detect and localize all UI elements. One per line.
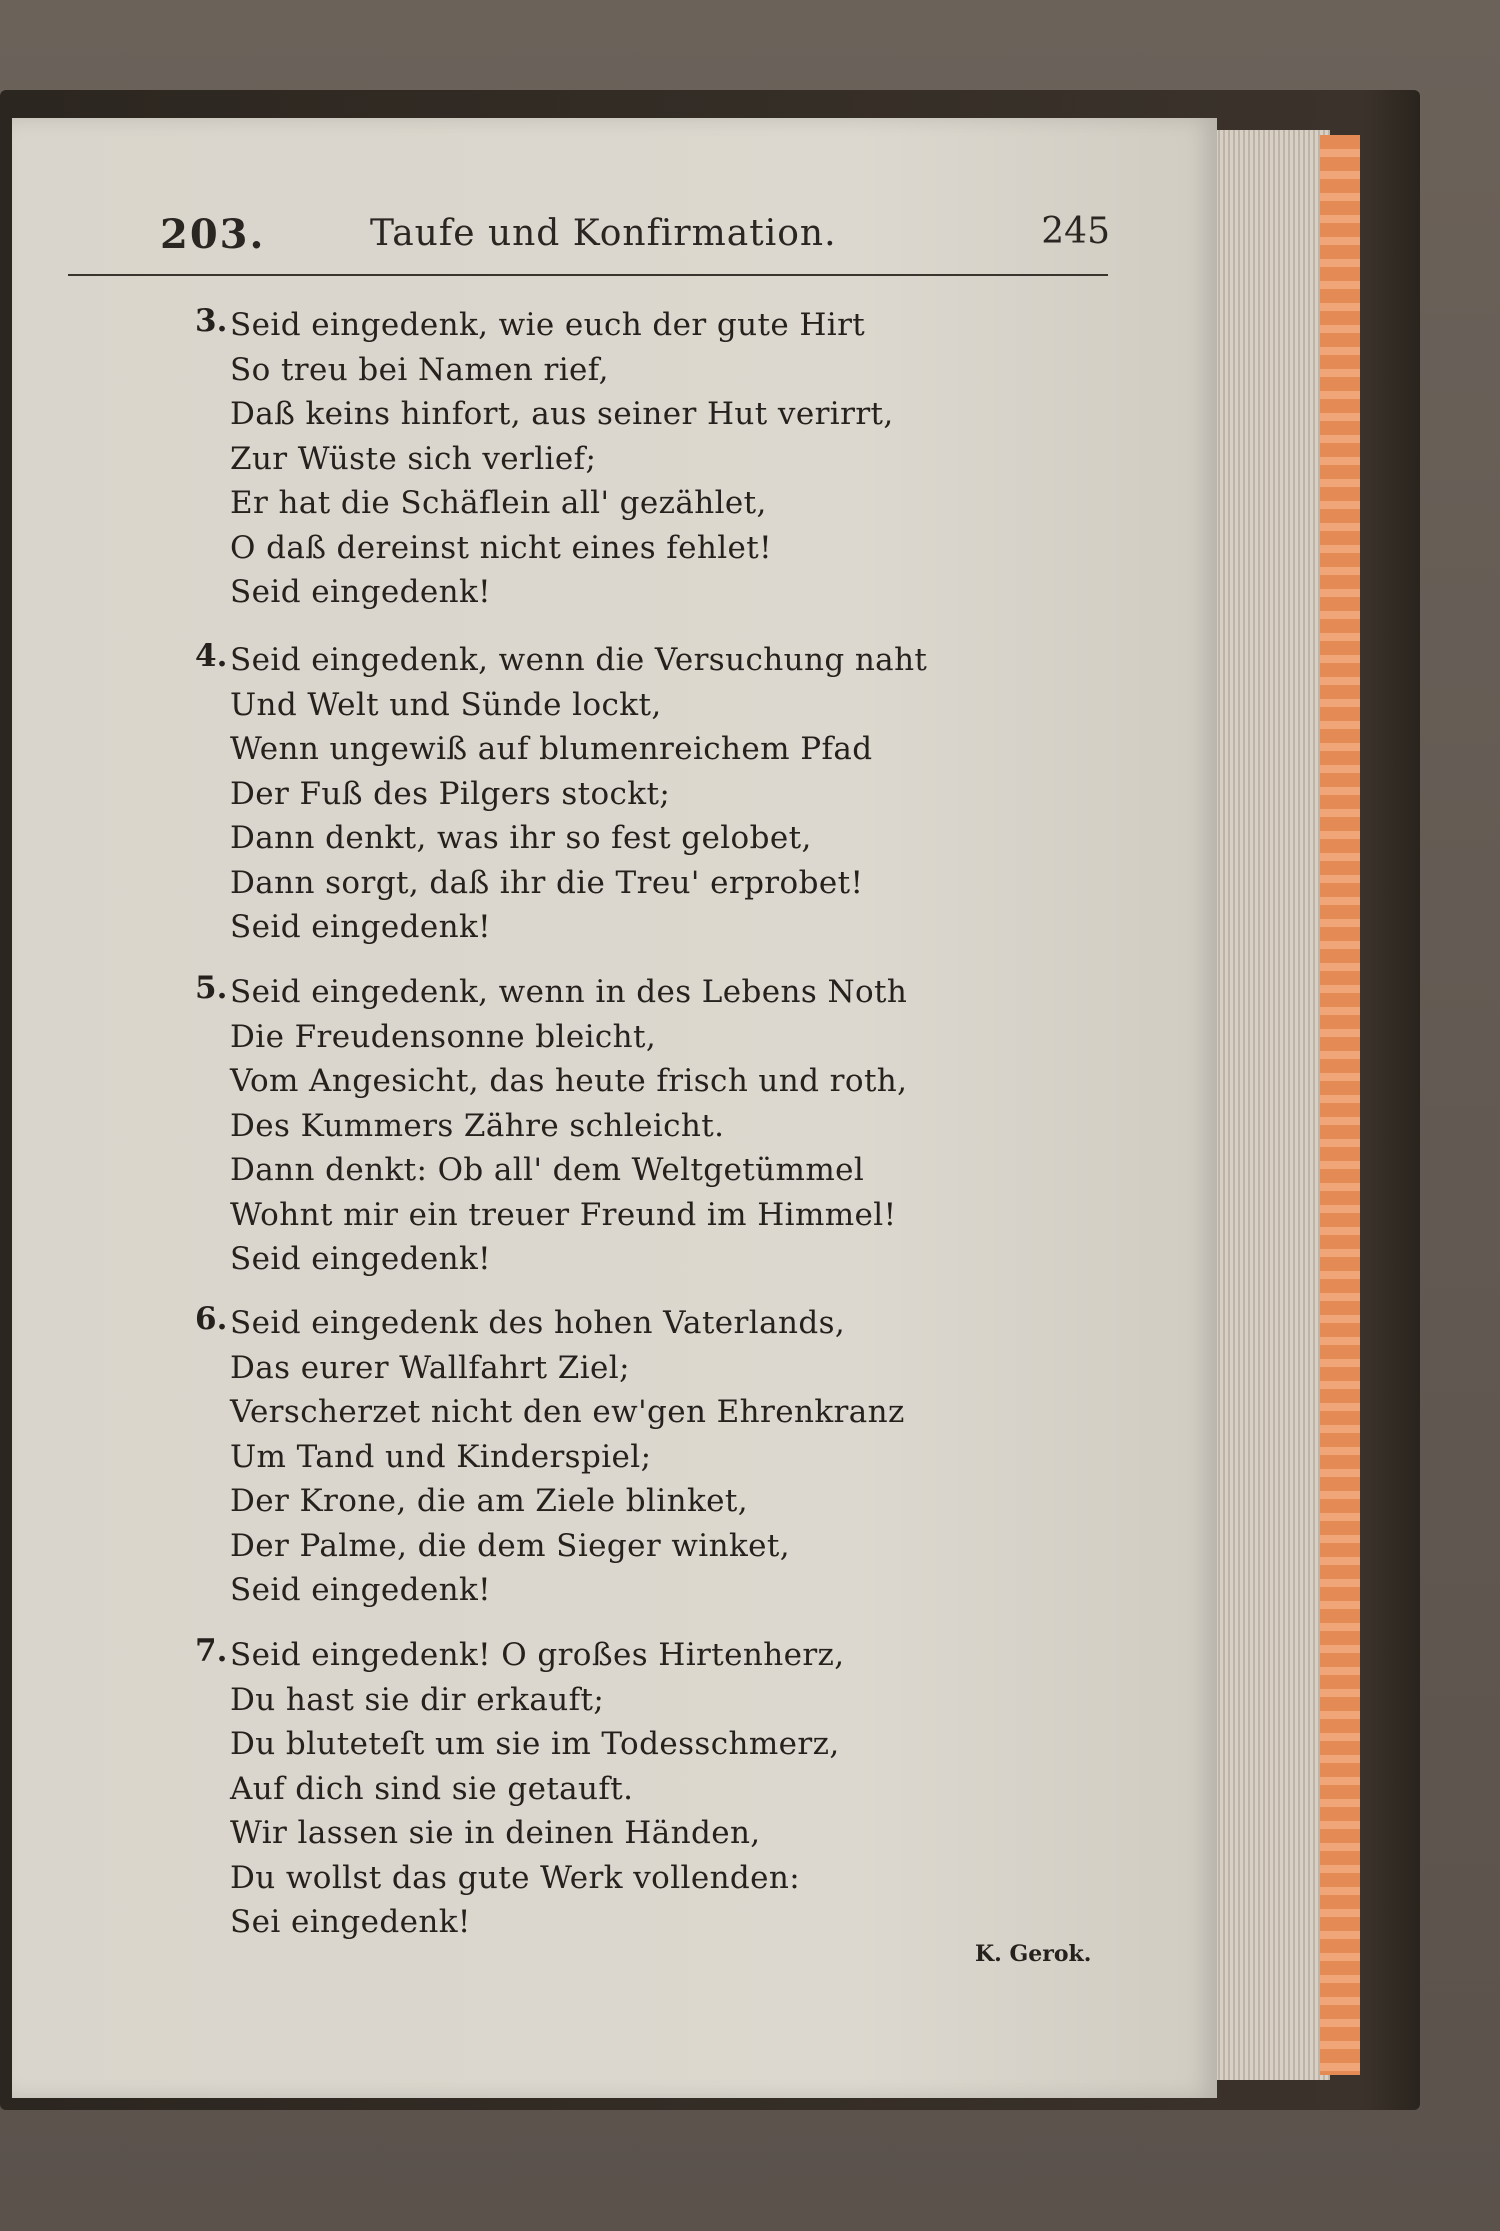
- stanza-line: Seid eingedenk!: [230, 1241, 492, 1277]
- stanza-line: Seid eingedenk des hohen Vaterlands,: [230, 1305, 846, 1341]
- stanza-line: Zur Wüste sich verlief;: [230, 440, 597, 477]
- stanza-5: [195, 970, 990, 1282]
- stanza-line: Du hast sie dir erkauft;: [230, 1681, 605, 1718]
- stanza-line: Der Krone, die am Ziele blinket,: [230, 1483, 749, 1519]
- stanza-line: So treu bei Namen rief,: [230, 351, 609, 388]
- stanza-line: Verscherzet nicht den ew'gen Ehrenkranz: [230, 1394, 905, 1430]
- stanza-line: Und Welt und Sünde lockt,: [230, 686, 662, 723]
- stanza-line: Um Tand und Kinderspiel;: [230, 1438, 652, 1475]
- author-attribution: K. Gerok.: [975, 1941, 1092, 1967]
- stanza-line: Seid eingedenk!: [230, 574, 492, 610]
- stanza-line: Sei eingedenk!: [230, 1904, 471, 1940]
- marbled-edge: [1320, 135, 1360, 2075]
- stanza-line: Dann sorgt, daß ihr die Treu' erprobet!: [230, 864, 864, 901]
- hymn-number: 203.: [160, 211, 266, 258]
- stanza-number: 6.: [195, 1301, 228, 1337]
- stanza-line: Seid eingedenk!: [230, 909, 492, 945]
- stanza-4: [195, 638, 990, 950]
- page-number: 245: [1041, 211, 1110, 252]
- stanza-line: Des Kummers Zähre schleicht.: [230, 1107, 725, 1144]
- stanza-line: Dann denkt: Ob all' dem Weltgetümmel: [230, 1152, 865, 1188]
- stanza-line: Seid eingedenk! O großes Hirtenherz,: [230, 1637, 845, 1673]
- stanza-line: Wohnt mir ein treuer Freund im Himmel!: [230, 1196, 897, 1233]
- stanza-number: 4.: [195, 638, 228, 674]
- stanza-line: Wenn ungewiß auf blumenreichem Pfad: [230, 731, 873, 767]
- stanza-7: [195, 1633, 990, 1945]
- stanza-3: [195, 303, 990, 615]
- stanza-line: Seid eingedenk!: [230, 1572, 492, 1608]
- stanza-line: Seid eingedenk, wie euch der gute Hirt: [230, 307, 866, 343]
- running-title: Taufe und Konfirmation.: [370, 213, 837, 254]
- stanza-number: 3.: [195, 303, 228, 339]
- stanza-line: Vom Angesicht, das heute frisch und roth,: [230, 1063, 908, 1099]
- stanza-line: Der Palme, die dem Sieger winket,: [230, 1527, 790, 1564]
- stanza-line: Er hat die Schäflein all' gezählet,: [230, 485, 767, 521]
- header-rule: [68, 274, 1108, 276]
- stanza-line: Seid eingedenk, wenn die Versuchung naht: [230, 642, 928, 678]
- page-header: [160, 205, 1110, 265]
- stanza-line: Du wollst das gute Werk vollenden:: [230, 1859, 801, 1896]
- stanza-number: 7.: [195, 1633, 228, 1669]
- stanza-line: Wir lassen sie in deinen Händen,: [230, 1815, 761, 1851]
- stanza-line: Du bluteteſt um sie im Todesschmerz,: [230, 1726, 840, 1762]
- stanza-number: 5.: [195, 970, 228, 1006]
- stanza-line: Die Freudensonne bleicht,: [230, 1018, 657, 1055]
- stanza-line: Auf dich sind sie getauft.: [230, 1770, 634, 1807]
- stanza-6: [195, 1301, 990, 1613]
- stanza-line: Seid eingedenk, wenn in des Lebens Noth: [230, 974, 908, 1010]
- stanza-line: O daß dereinst nicht eines fehlet!: [230, 529, 773, 566]
- stanza-line: Der Fuß des Pilgers stockt;: [230, 775, 671, 812]
- stanza-line: Dann denkt, was ihr so fest gelobet,: [230, 820, 812, 856]
- stanza-line: Das eurer Wallfahrt Ziel;: [230, 1349, 630, 1386]
- stanza-line: Daß keins hinfort, aus seiner Hut verirrt,: [230, 396, 894, 432]
